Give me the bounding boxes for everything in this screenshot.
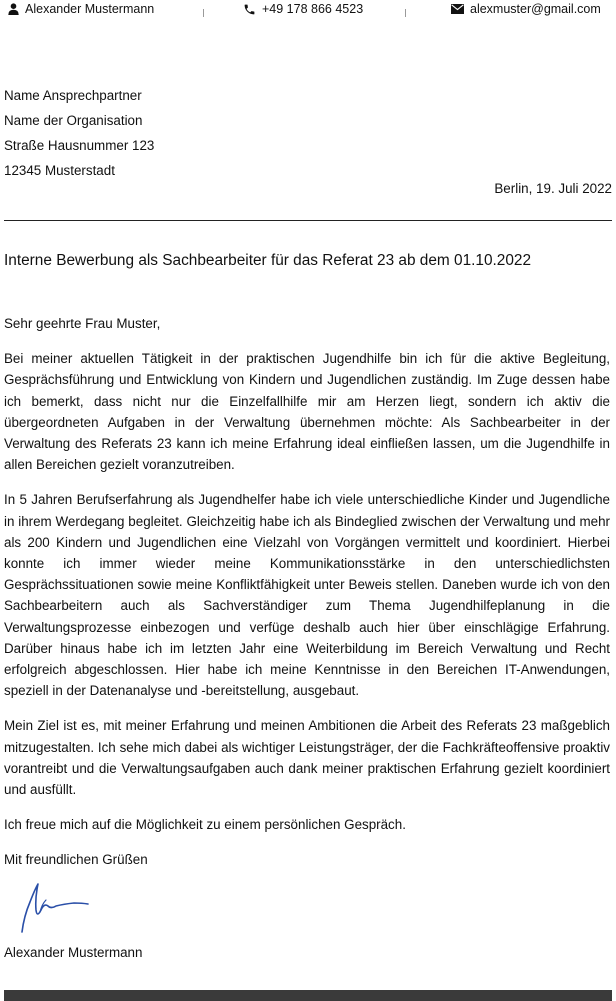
- separator: [405, 9, 406, 17]
- user-icon: [8, 3, 19, 15]
- contact-name: [8, 2, 154, 16]
- signer-name: Alexander Mustermann: [4, 945, 143, 960]
- recipient-organization: Name der Organisation: [4, 113, 143, 128]
- recipient-city: 12345 Musterstadt: [4, 163, 115, 178]
- separator: [203, 9, 204, 17]
- footer-bar: [4, 990, 612, 1001]
- paragraph-4: Ich freue mich auf die Möglichkeit zu einem persönlichen Gespräch.: [4, 817, 406, 833]
- divider-line: [4, 220, 612, 221]
- recipient-address: [4, 83, 154, 183]
- contact-phone-text[interactable]: +49 178 866 4523: [262, 2, 364, 16]
- contact-email-text[interactable]: alexmuster@gmail.com: [470, 2, 601, 16]
- contact-name-text: Alexander Mustermann: [25, 2, 155, 16]
- mail-icon: [451, 4, 464, 14]
- salutation: Sehr geehrte Frau Muster,: [4, 316, 161, 331]
- closing: Mit freundlichen Grüßen: [4, 852, 148, 868]
- paragraph-1: Bei meiner aktuellen Tätigkeit in der praktischen Jugendhilfe bin ich für die aktive Begleitung, Gesprächsführung und Entwicklung von Kindern und Jugendlichen zuständig. Im Zuge dessen habe ich bemerkt, dass nicht nur die Einzelfallhilfe mir am Herzen liegt, sondern ich aktiv die übergeordneten Aufgaben in der Verwaltung übernehmen möchte: Als Sachbearbeiter in der Verwaltung des Referats 23 kann ich meine Erfahrung ideal einfließen lassen, um die Jugendhilfe in allen Bereichen gezielt voranzutreiben.: [4, 351, 610, 473]
- letter-body: [4, 313, 610, 871]
- letter-date: Berlin, 19. Juli 2022: [494, 181, 612, 196]
- recipient-street: Straße Hausnummer 123: [4, 138, 155, 153]
- contact-email: [451, 2, 601, 16]
- contact-phone: [243, 2, 363, 16]
- contact-header: [0, 0, 616, 20]
- letter-subject: Interne Bewerbung als Sachbearbeiter für das Referat 23 ab dem 01.10.2022: [4, 252, 532, 269]
- paragraph-2: In 5 Jahren Berufserfahrung als Jugendhelfer habe ich viele unterschiedliche Kinder und Jugendliche in ihrem Werdegang begleitet. Gleichzeitig habe ich als Bindeglied zwischen der Verwaltung und mehr als 200 Kindern und Jugendlichen eine Vielzahl von Vorgängen vermittelt und koordiniert. Hierbei konnte ich immer wieder meine Kommunikationsstärke in den unterschiedlichsten Gesprächssituationen sowie meine Konfliktfähigkeit unter Beweis stellen. Daneben wurde ich von den Sachbearbeitern auch als Sachverständiger zum Thema Jugendhilfeplanung in die Verwaltungsprozesse einbezogen und verfüge deshalb auch hier über einschlägige Erfahrung. Darüber hinaus habe ich im letzten Jahr eine Weiterbildung im Bereich Verwaltung und Recht erfolgreich abgeschlossen. Hier habe ich meine Kenntnisse in den Bereichen IT-Anwendungen, speziell in der Datenanalyse und -bereitstellung, ausgebaut.: [4, 492, 610, 699]
- phone-icon: [243, 3, 256, 16]
- paragraph-3: Mein Ziel ist es, mit meiner Erfahrung und meinen Ambitionen die Arbeit des Referats 23 maßgeblich mitzugestalten. Ich sehe mich dabei als wichtiger Leistungsträger, der die Fachkräfteoffensive proaktiv vorantreibt und die Verwaltungsaufgaben auch dank meiner praktischen Erfahrung gezielt koordiniert und ausfüllt.: [4, 718, 610, 798]
- signature-image: [16, 876, 106, 936]
- recipient-contact-person: Name Ansprechpartner: [4, 88, 142, 103]
